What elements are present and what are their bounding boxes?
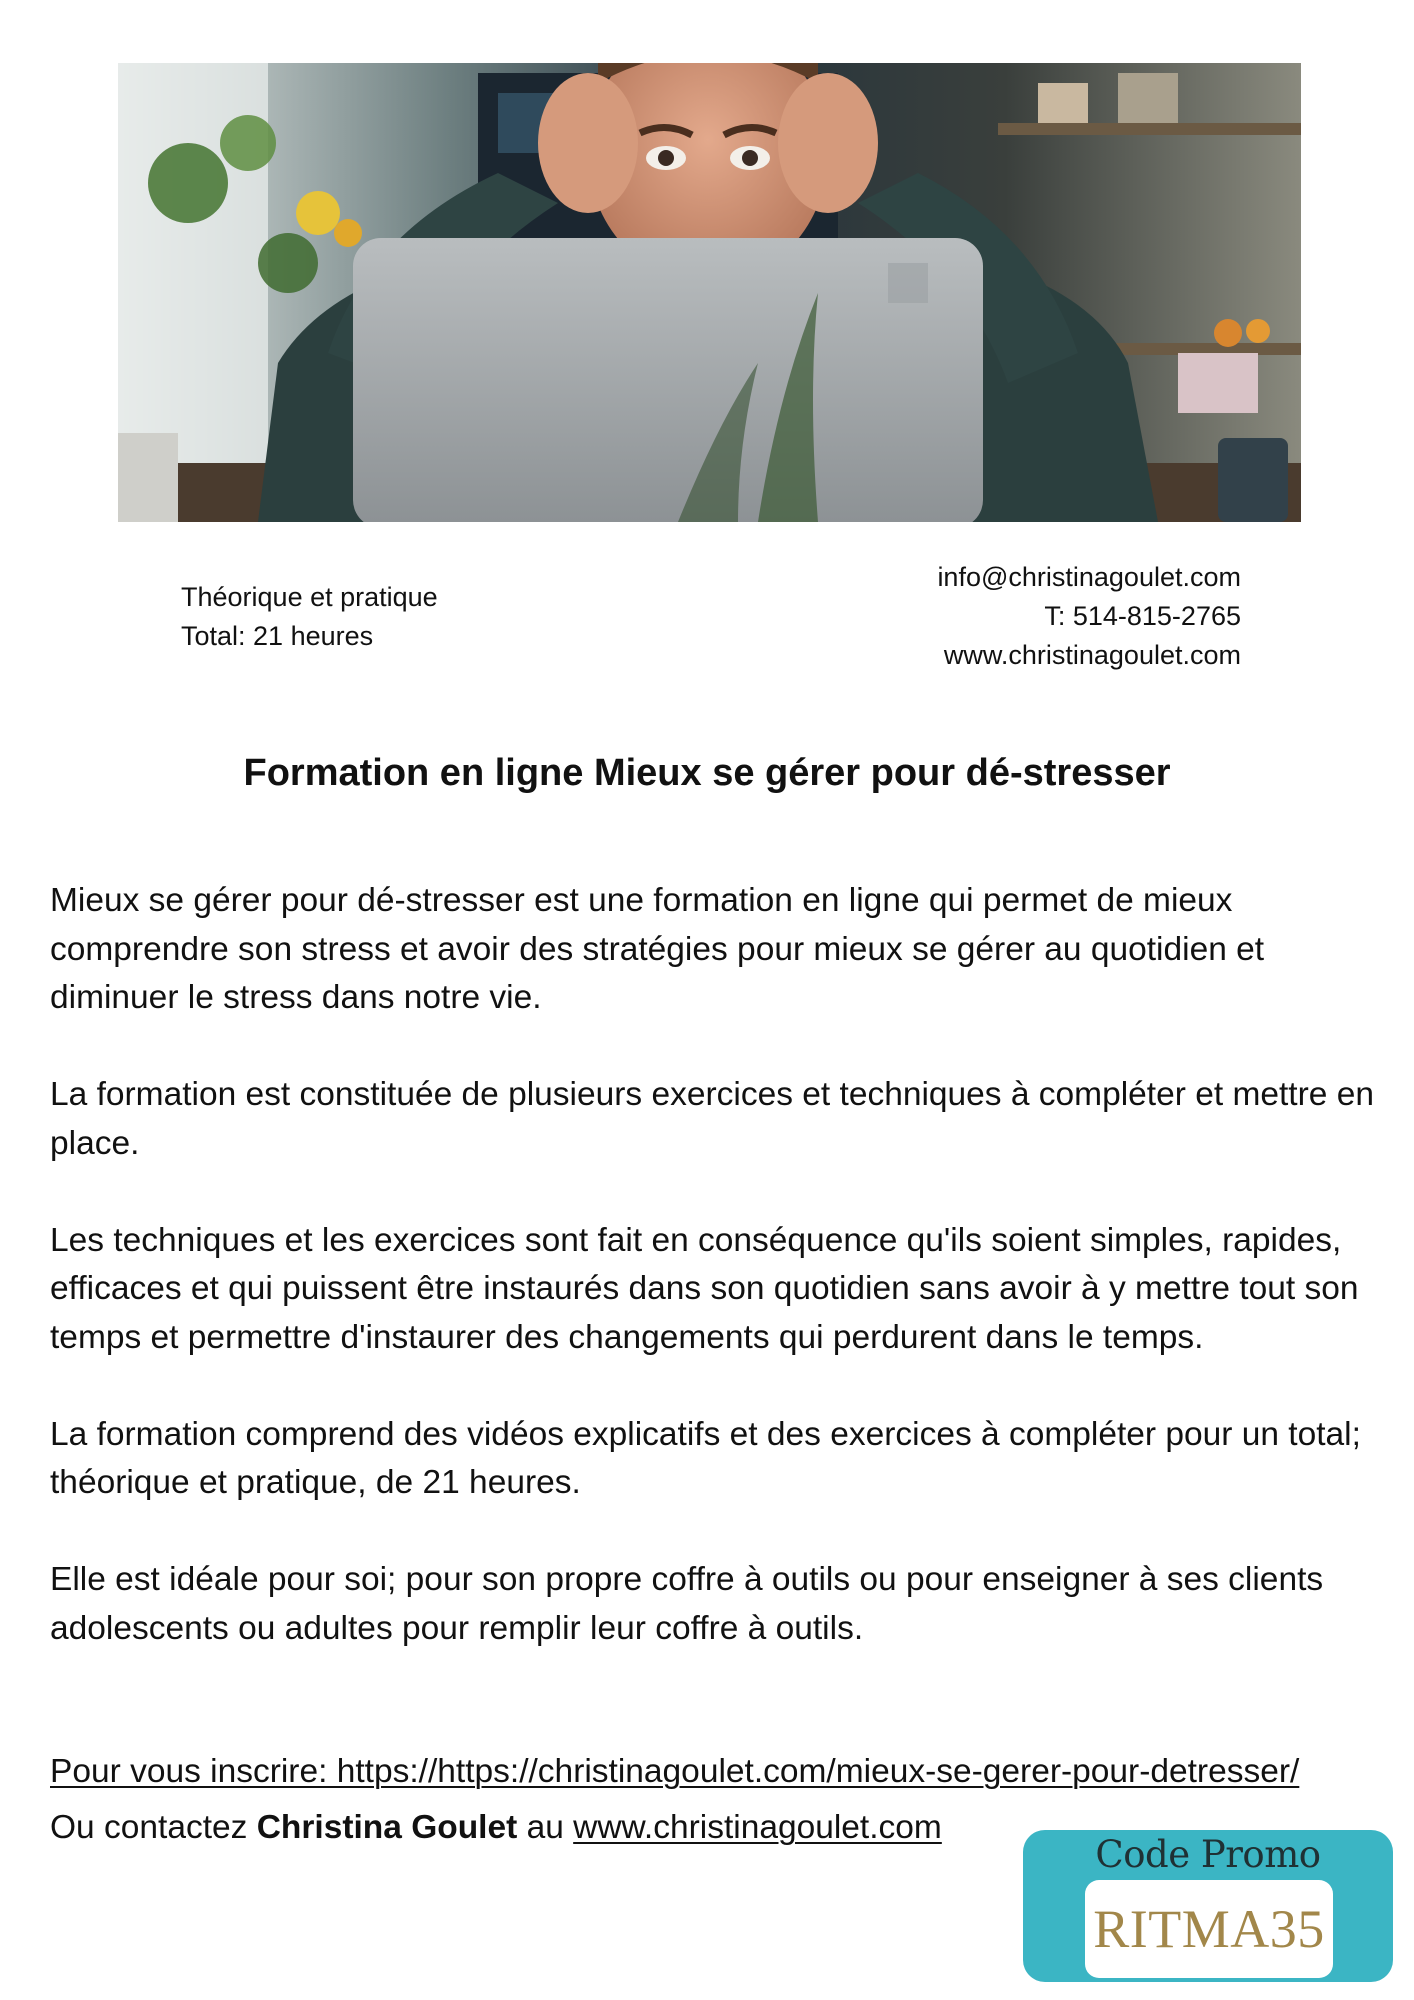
signup-line — [50, 1748, 1299, 1796]
contact-email[interactable]: info@christinagoulet.com — [937, 562, 1241, 592]
description — [50, 877, 1390, 1702]
paragraph: Les techniques et les exercices sont fait en conséquence qu'ils soient simples, rapides, efficaces et qui puissent être instaurés dans son quotidien sans avoir à y mettre tout son temps et permettre d'instaurer des changements qui perdurent dans le temps. — [50, 1221, 1359, 1356]
contact-prefix: Ou contactez — [50, 1809, 257, 1846]
contact-phone: T: 514-815-2765 — [1044, 601, 1241, 631]
contact-info — [937, 558, 1241, 675]
paragraph: La formation est constituée de plusieurs exercices et techniques à compléter et mettre en place. — [50, 1076, 1374, 1162]
hero-image — [118, 63, 1301, 522]
promo-code: RITMA35 — [1093, 1899, 1325, 1959]
page-title: Formation en ligne Mieux se gérer pour dé-stresser — [243, 752, 1171, 794]
contact-line — [50, 1804, 942, 1852]
contact-middle: au — [517, 1809, 574, 1846]
paragraph: Mieux se gérer pour dé-stresser est une formation en ligne qui permet de mieux comprendre son stress et avoir des stratégies pour mieux se gérer au quotidien et diminuer le stress dans notre vie. — [50, 882, 1265, 1016]
signup-link[interactable]: Pour vous inscrire: https://https://christinagoulet.com/mieux-se-gerer-pour-detresser/ — [50, 1753, 1300, 1790]
course-type: Théorique et pratique — [181, 582, 438, 612]
promo-box — [1023, 1830, 1393, 1982]
contact-name: Christina Goulet — [256, 1809, 518, 1846]
contact-website[interactable]: www.christinagoulet.com — [943, 640, 1241, 670]
paragraph: Elle est idéale pour soi; pour son propre coffre à outils ou pour enseigner à ses clients adolescents ou adultes pour remplir leur coffre à outils. — [50, 1561, 1324, 1647]
paragraph: La formation comprend des vidéos explicatifs et des exercices à compléter pour un total; théorique et pratique, de 21 heures. — [50, 1415, 1361, 1501]
promo-code-box — [1085, 1880, 1333, 1978]
course-duration: Total: 21 heures — [181, 621, 374, 651]
contact-website-link[interactable]: www.christinagoulet.com — [573, 1809, 942, 1846]
course-info — [181, 578, 438, 656]
stressed-man-laptop-photo — [118, 63, 1301, 522]
promo-label: Code Promo — [1095, 1833, 1321, 1876]
